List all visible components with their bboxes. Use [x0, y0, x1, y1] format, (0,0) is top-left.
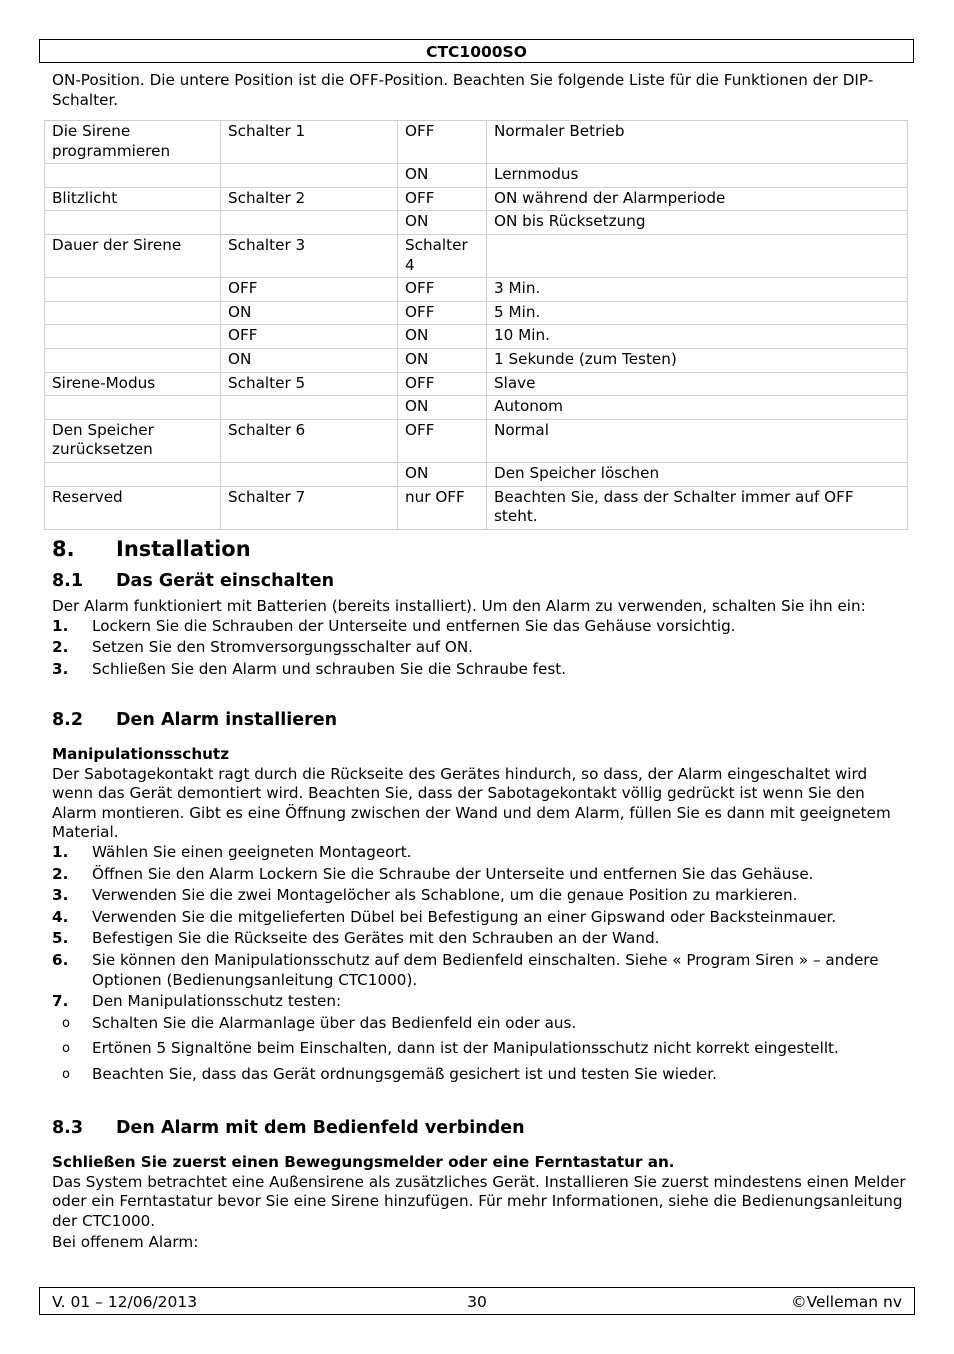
table-cell: Schalter 1 [221, 121, 398, 164]
paragraph-bold: Schließen Sie zuerst einen Bewegungsmelder oder eine Ferntastatur an. [52, 1153, 675, 1171]
step-text: Den Manipulationsschutz testen: [92, 992, 342, 1011]
step-text: Sie können den Manipulationsschutz auf dem Bedienfeld einschalten. Siehe « Program Siren » – andere Optionen (Bedienungsanleitung CTC1000). [92, 950, 879, 989]
table-row [45, 301, 908, 325]
table-cell: Den Speicher zurücksetzen [45, 419, 221, 462]
table-cell: Die Sirene programmieren [45, 121, 221, 164]
step-text: Verwenden Sie die mitgelieferten Dübel bei Befestigung an einer Gipswand oder Backsteinmauer. [92, 907, 837, 926]
table-cell: Autonom [487, 396, 908, 420]
list-item [52, 843, 912, 863]
table-cell: Beachten Sie, dass der Schalter immer auf OFF steht. [487, 486, 908, 529]
step-number: 3. [52, 886, 69, 905]
table-cell: Den Speicher löschen [487, 462, 908, 486]
page-number: 30 [467, 1293, 487, 1311]
version-label: V. 01 – 12/06/2013 [52, 1293, 198, 1311]
table-cell [45, 462, 221, 486]
copyright-label: ©Velleman nv [791, 1293, 902, 1311]
table-cell: 1 Sekunde (zum Testen) [487, 348, 908, 372]
table-cell: ON [221, 301, 398, 325]
table-cell: ON [398, 396, 487, 420]
step-number: 3. [52, 659, 69, 678]
table-cell: Schalter 7 [221, 486, 398, 529]
list-item [52, 660, 912, 680]
step-text: Öffnen Sie den Alarm Lockern Sie die Schraube der Unterseite und entfernen Sie das Gehäuse. [92, 864, 814, 883]
table-row [45, 164, 908, 188]
table-cell [45, 325, 221, 349]
page-footer [39, 1287, 915, 1315]
table-cell: OFF [398, 187, 487, 211]
table-row [45, 372, 908, 396]
table-cell: ON [221, 348, 398, 372]
step-text: Befestigen Sie die Rückseite des Gerätes mit den Schrauben an der Wand. [92, 929, 660, 948]
table-cell: OFF [398, 301, 487, 325]
table-cell [45, 211, 221, 235]
subsection-heading: 8.2 Den Alarm installieren [52, 710, 338, 730]
sub-step-text: Schalten Sie die Alarmanlage über das Bedienfeld ein oder aus. [92, 1013, 577, 1032]
table-cell: Dauer der Sirene [45, 234, 221, 277]
table-cell [45, 348, 221, 372]
subsection-heading: 8.1 Das Gerät einschalten [52, 571, 335, 591]
step-text: Verwenden Sie die zwei Montagelöcher als Schablone, um die genaue Position zu markieren. [92, 886, 798, 905]
table-cell: Sirene-Modus [45, 372, 221, 396]
table-cell [221, 396, 398, 420]
table-cell: ON bis Rücksetzung [487, 211, 908, 235]
table-row [45, 211, 908, 235]
table-cell: ON während der Alarmperiode [487, 187, 908, 211]
list-item [52, 638, 912, 658]
section-8-2 [52, 709, 912, 1091]
table-cell: Normaler Betrieb [487, 121, 908, 164]
bullet-icon: o [62, 1041, 70, 1057]
sub-list-item [52, 1014, 912, 1034]
table-row [45, 348, 908, 372]
table-cell [45, 301, 221, 325]
substeps-list [52, 1014, 912, 1085]
step-text: Lockern Sie die Schrauben der Unterseite und entfernen Sie das Gehäuse vorsichtig. [92, 616, 736, 635]
table-cell: ON [398, 211, 487, 235]
paragraph: Der Alarm funktioniert mit Batterien (bereits installiert). Um den Alarm zu verwenden, schalten Sie ihn ein: [52, 597, 866, 615]
step-number: 4. [52, 907, 69, 926]
table-cell [221, 164, 398, 188]
paragraph: Der Sabotagekontakt ragt durch die Rückseite des Gerätes hindurch, so dass, der Alarm eingeschaltet wird wenn das Gerät demontiert wird. Beachten Sie, dass der Sabotagekontakt völlig gedrückt ist wenn Sie den Alarm montieren. Gibt es eine Öffnung zwischen der Wand und dem Alarm, füllen Sie es dann mit geeignetem Material. [52, 764, 891, 842]
table-cell [45, 164, 221, 188]
table-row [45, 486, 908, 529]
table-row [45, 234, 908, 277]
table-row [45, 325, 908, 349]
step-number: 7. [52, 992, 69, 1011]
document-title: CTC1000SO [426, 43, 527, 61]
table-cell: ON [398, 348, 487, 372]
list-item [52, 929, 912, 949]
sub-step-text: Ertönen 5 Signaltöne beim Einschalten, dann ist der Manipulationsschutz nicht korrekt eingestellt. [92, 1039, 839, 1058]
table-cell: Blitzlicht [45, 187, 221, 211]
table-row [45, 462, 908, 486]
table-cell: Schalter 4 [398, 234, 487, 277]
table-cell: ON [398, 325, 487, 349]
table-row [45, 278, 908, 302]
step-number: 1. [52, 842, 69, 861]
step-text: Schließen Sie den Alarm und schrauben Sie die Schraube fest. [92, 659, 567, 678]
section-heading: 8. Installation [52, 537, 251, 561]
table-cell: Slave [487, 372, 908, 396]
section-8-3 [52, 1117, 912, 1253]
sub-step-text: Beachten Sie, dass das Gerät ordnungsgemäß gesichert ist und testen Sie wieder. [92, 1064, 717, 1083]
table-row [45, 187, 908, 211]
list-item [52, 908, 912, 928]
table-cell: OFF [398, 278, 487, 302]
paragraph: Bei offenem Alarm: [52, 1233, 199, 1252]
table-cell: OFF [398, 419, 487, 462]
table-cell: Schalter 6 [221, 419, 398, 462]
table-cell [45, 278, 221, 302]
table-cell: 3 Min. [487, 278, 908, 302]
table-cell [487, 234, 908, 277]
step-number: 2. [52, 638, 69, 657]
step-number: 1. [52, 616, 69, 635]
list-item [52, 992, 912, 1012]
table-cell [45, 396, 221, 420]
table-cell: ON [398, 462, 487, 486]
table-cell [221, 211, 398, 235]
table-cell: Normal [487, 419, 908, 462]
table-cell: Schalter 3 [221, 234, 398, 277]
list-item [52, 617, 912, 637]
table-cell: OFF [398, 121, 487, 164]
table-cell: nur OFF [398, 486, 487, 529]
step-text: Wählen Sie einen geeigneten Montageort. [92, 842, 412, 861]
table-row [45, 419, 908, 462]
table-cell: Reserved [45, 486, 221, 529]
step-number: 6. [52, 950, 69, 969]
step-text: Setzen Sie den Stromversorgungsschalter auf ON. [92, 638, 474, 657]
step-number: 2. [52, 864, 69, 883]
table-row [45, 121, 908, 164]
table-cell: 5 Min. [487, 301, 908, 325]
sub-list-item [52, 1065, 912, 1085]
steps-list [52, 843, 912, 1012]
dip-switch-table [44, 120, 908, 530]
bullet-icon: o [62, 1015, 70, 1031]
table-cell: OFF [398, 372, 487, 396]
table-cell: Schalter 2 [221, 187, 398, 211]
table-cell: Schalter 5 [221, 372, 398, 396]
subsection-heading: 8.3 Den Alarm mit dem Bedienfeld verbinden [52, 1118, 525, 1138]
step-number: 5. [52, 929, 69, 948]
section-8-1 [52, 570, 912, 681]
page-header [39, 39, 914, 63]
table-cell: 10 Min. [487, 325, 908, 349]
section-8 [52, 536, 912, 562]
table-cell: OFF [221, 325, 398, 349]
intro-paragraph: ON-Position. Die untere Position ist die OFF-Position. Beachten Sie folgende Liste für die Funktionen der DIP-Schalter. [52, 71, 874, 109]
table-cell [221, 462, 398, 486]
list-item [52, 951, 912, 990]
table-cell: Lernmodus [487, 164, 908, 188]
list-item [52, 865, 912, 885]
list-item [52, 886, 912, 906]
paragraph: Das System betrachtet eine Außensirene als zusätzliches Gerät. Installieren Sie zuerst mindestens einen Melder oder ein Ferntastatur bevor Sie eine Sirene hinzufügen. Für mehr Informationen, siehe die Bedienungsanleitung der CTC1000. [52, 1172, 906, 1230]
steps-list [52, 617, 912, 680]
paragraph-subtitle: Manipulationsschutz [52, 745, 230, 763]
table-cell: ON [398, 164, 487, 188]
table-cell: OFF [221, 278, 398, 302]
table-row [45, 396, 908, 420]
sub-list-item [52, 1039, 912, 1059]
bullet-icon: o [62, 1066, 70, 1082]
